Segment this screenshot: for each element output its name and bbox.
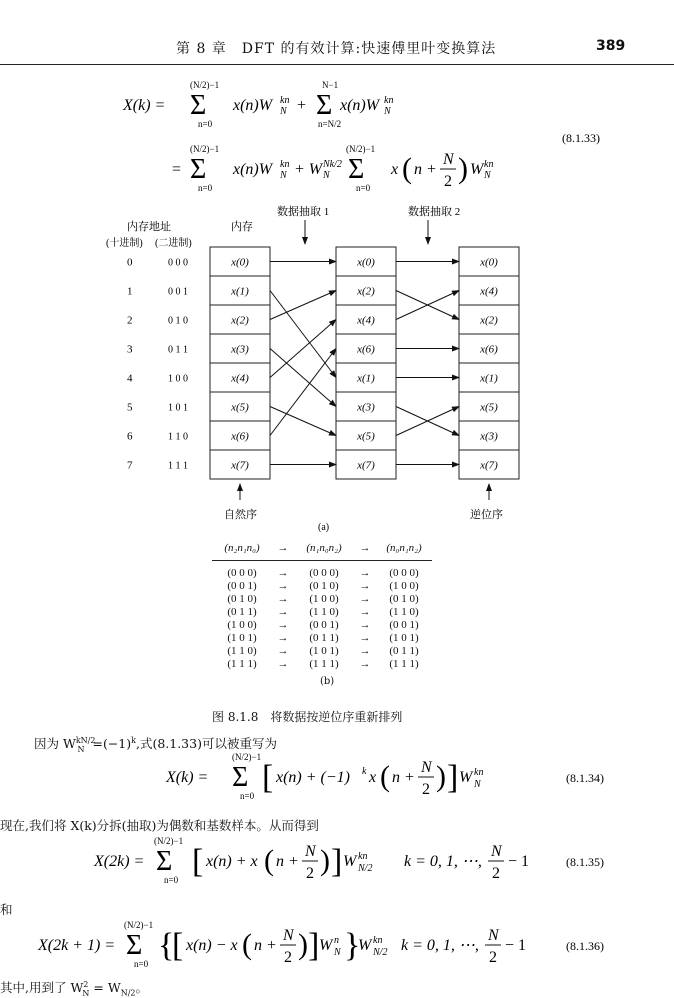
table-b — [212, 542, 432, 671]
eq35-w-sup: kn — [358, 851, 368, 862]
eq34-k: k — [362, 766, 367, 777]
paragraph-2: 现在,我们将 X(k)分拆(抽取)为偶数和基数样本。从而得到 — [0, 818, 319, 833]
row-binary: 0 0 0 — [168, 257, 188, 269]
table-cell: → — [277, 580, 289, 592]
table-cell: (1 0 0) — [227, 619, 257, 631]
p1-prefix: 因为 W — [34, 736, 76, 751]
table-b-body — [212, 561, 432, 671]
row-binary: 0 0 1 — [168, 286, 188, 298]
table-b-header-cell: → — [277, 542, 289, 554]
eq35-sum-bottom: n=0 — [164, 875, 179, 885]
table-cell: (1 0 0) — [309, 593, 339, 605]
label-natural: 自然序 — [224, 509, 257, 521]
eq33-sum1-bottom: n=0 — [198, 119, 213, 129]
eq33-term4-sup: kn — [484, 159, 494, 170]
row-decimal: 0 — [127, 256, 133, 269]
table-cell: (1 1 0) — [227, 645, 257, 657]
row-binary: 0 1 1 — [168, 344, 188, 356]
p4-sub: N — [82, 988, 90, 998]
table-cell: (1 1 1) — [227, 658, 257, 670]
table-row — [212, 606, 432, 619]
eq33-plus: + — [297, 97, 307, 114]
eq33-term2-sup: kn — [384, 95, 394, 106]
table-cell: (0 1 0) — [389, 593, 419, 605]
table-cell: (1 0 1) — [309, 645, 339, 657]
eq36-lbracket: [ — [172, 927, 184, 964]
label-decimal: (十进制) — [106, 238, 143, 249]
table-row — [212, 658, 432, 671]
eq36-w-sup: kn — [373, 935, 383, 946]
memory-cell-label: x(7) — [480, 459, 498, 472]
eq33-sum1-top: (N/2)−1 — [190, 80, 220, 90]
table-cell: (0 0 1) — [389, 619, 419, 631]
p4-sup: 2 — [83, 979, 89, 989]
eq36-range: k = 0, 1, ⋯, — [401, 937, 479, 954]
eq33-number: (8.1.33) — [562, 131, 600, 145]
eq35-range-num: N — [491, 843, 502, 860]
eq33-term4-sub: N — [484, 170, 491, 181]
label-binary: (二进制) — [155, 238, 192, 249]
eq36-range-tail: − 1 — [505, 937, 527, 954]
eq33-term1-sup: kn — [280, 95, 290, 106]
eq36-inner: n + — [254, 937, 277, 954]
label-reversed: 逆位序 — [470, 509, 503, 521]
eq33-term2: x(n)W — [340, 97, 380, 114]
row-binary: 0 1 0 — [168, 315, 188, 327]
row-binary: 1 0 1 — [168, 402, 188, 414]
table-cell: → — [359, 619, 371, 631]
table-b-header — [212, 542, 432, 561]
eq36-rparen: ) — [298, 928, 308, 961]
memory-cell-label: x(2) — [480, 314, 498, 327]
memory-cell-label: x(2) — [231, 314, 249, 327]
eq36-w: W — [358, 937, 372, 954]
memory-cell-label: x(7) — [357, 459, 375, 472]
row-decimal: 7 — [127, 459, 133, 472]
row-decimal: 1 — [127, 285, 133, 298]
eq36-rbracket: ] — [308, 927, 320, 964]
table-row — [212, 580, 432, 593]
table-row — [212, 645, 432, 658]
header-rule — [0, 64, 674, 65]
eq33-sum3-bottom: n=0 — [198, 183, 213, 193]
memory-cell-label: x(0) — [480, 256, 498, 269]
memory-cell-label: x(7) — [231, 459, 249, 472]
p4-suffix: 。 — [135, 980, 148, 995]
table-b-header-cell: → — [359, 542, 371, 554]
memory-cell-label: x(5) — [480, 401, 498, 414]
row-decimal: 3 — [127, 343, 133, 356]
eq36-body: x(n) − x — [186, 937, 238, 954]
eq35-frac-num: N — [305, 843, 316, 860]
page-number: 389 — [596, 38, 626, 54]
eq33-term4-inner: n + — [414, 161, 437, 178]
table-cell: (0 1 1) — [389, 645, 419, 657]
reorder-arrow — [270, 349, 336, 436]
memory-cell-label: x(4) — [480, 285, 498, 298]
eq33-sigma3: Σ — [190, 154, 207, 185]
memory-cell-label: x(3) — [480, 430, 498, 443]
memory-cell-label: x(1) — [231, 285, 249, 298]
memory-cell-label: x(2) — [357, 285, 375, 298]
table-row — [212, 593, 432, 606]
row-decimal: 6 — [127, 430, 133, 443]
memory-cell-label: x(3) — [231, 343, 249, 356]
reorder-arrow — [270, 320, 336, 378]
eq33-w-sup: Nk/2 — [323, 159, 342, 170]
eq35-lparen: ( — [264, 844, 274, 877]
table-cell: (0 1 0) — [227, 593, 257, 605]
memory-cell-label: x(6) — [231, 430, 249, 443]
table-cell: (0 1 1) — [227, 606, 257, 618]
eq34-rparen: ) — [436, 760, 446, 793]
label-fetch1: 数据抽取 1 — [277, 206, 330, 218]
memory-cell-label: x(1) — [480, 372, 498, 385]
table-cell: (0 0 1) — [309, 619, 339, 631]
eq33-term1: x(n)W — [233, 97, 273, 114]
eq35-w-sub: N/2 — [358, 863, 373, 874]
eq36-rbrace: } — [344, 927, 361, 964]
figure-a — [0, 200, 674, 540]
memory-cell-label: x(5) — [231, 401, 249, 414]
eq35-sigma: Σ — [156, 846, 173, 877]
eq33-lparen: ( — [402, 152, 412, 185]
table-cell: → — [277, 606, 289, 618]
eq33-sum2-top: N−1 — [322, 80, 339, 90]
table-cell: → — [359, 593, 371, 605]
eq33-sum4-bottom: n=0 — [356, 183, 371, 193]
eq35-range-den: 2 — [492, 865, 500, 882]
table-cell: → — [277, 645, 289, 657]
table-cell: → — [359, 567, 371, 579]
eq33-term3-sup: kn — [280, 159, 290, 170]
memory-cell-label: x(6) — [357, 343, 375, 356]
table-row — [212, 567, 432, 580]
table-cell: (1 0 0) — [389, 580, 419, 592]
table-cell: → — [359, 645, 371, 657]
eq33-term3-sub: N — [280, 170, 287, 181]
eq35-rbracket: ] — [331, 843, 343, 880]
p1-suffix: ,式(8.1.33)可以被重写为 — [135, 736, 277, 751]
eq36-range-num: N — [488, 927, 499, 944]
eq34-w-sup: kn — [474, 767, 484, 778]
eq36-frac-den: 2 — [284, 949, 292, 966]
chapter-title: 第 8 章 DFT 的有效计算:快速傅里叶变换算法 — [176, 41, 497, 57]
table-cell: (1 0 1) — [227, 632, 257, 644]
table-cell: (0 0 0) — [389, 567, 419, 579]
eq33-sigma1: Σ — [190, 90, 207, 121]
eq33-sigma4: Σ — [348, 154, 365, 185]
eq33-frac-num: N — [443, 151, 454, 168]
eq35-body: x(n) + x — [206, 853, 258, 870]
eq33-frac-den: 2 — [444, 173, 452, 190]
table-cell: (1 0 1) — [389, 632, 419, 644]
eq33-sum2-bottom: n=N/2 — [318, 119, 342, 129]
p4-middle: = W — [93, 980, 121, 995]
eq34-lbracket: [ — [262, 759, 274, 796]
eq36-wn: W — [319, 937, 333, 954]
memory-cell-label: x(6) — [480, 343, 498, 356]
label-memory-addr: 内存地址 — [127, 221, 171, 233]
reorder-arrow — [270, 291, 336, 320]
eq34-sum-top: (N/2)−1 — [232, 752, 262, 762]
row-decimal: 4 — [127, 372, 133, 385]
eq33-equals2: = — [172, 161, 182, 178]
table-b-header-cell: (n₂n₁n₀) — [224, 542, 260, 554]
table-cell: → — [277, 658, 289, 670]
table-cell: → — [359, 658, 371, 670]
eq34-number: (8.1.34) — [566, 771, 604, 785]
eq34-inner: n + — [392, 769, 415, 786]
row-binary: 1 1 1 — [168, 460, 188, 472]
eq36-frac-num: N — [283, 927, 294, 944]
paragraph-3: 和 — [0, 902, 13, 917]
table-b-header-cell: (n₀n₁n₂) — [386, 542, 422, 554]
figure-caption: 图 8.1.8 将数据按逆位序重新排列 — [212, 710, 403, 724]
eq35-sum-top: (N/2)−1 — [154, 836, 184, 846]
eq35-lhs: X(2k) = — [94, 853, 145, 870]
eq35-range-tail: − 1 — [508, 853, 530, 870]
reorder-arrow — [270, 407, 336, 436]
p1-middle: =(−1) — [92, 736, 132, 751]
eq33-term2-sub: N — [384, 106, 391, 117]
p1-sup: kN/2 — [75, 735, 96, 745]
eq33-sum3-top: (N/2)−1 — [190, 144, 220, 154]
table-b-header-cell: (n₁n₀n₂) — [306, 542, 342, 554]
eq34-sigma: Σ — [232, 762, 249, 793]
eq35-number: (8.1.35) — [566, 855, 604, 869]
table-cell: (0 1 1) — [309, 632, 339, 644]
table-cell: → — [359, 632, 371, 644]
table-cell: (0 0 0) — [227, 567, 257, 579]
row-decimal: 2 — [127, 314, 133, 327]
eq33-term1-sub: N — [280, 106, 287, 117]
eq36-w-sub: N/2 — [373, 947, 388, 958]
p1-k: k — [131, 735, 136, 745]
table-cell: (1 1 0) — [309, 606, 339, 618]
paragraph-4 — [0, 978, 148, 998]
eq33-term4: x — [391, 161, 399, 178]
eq36-number: (8.1.36) — [566, 939, 604, 953]
reorder-arrow — [270, 291, 336, 378]
equation-8-1-36 — [0, 920, 674, 980]
table-cell: → — [277, 632, 289, 644]
row-binary: 1 0 0 — [168, 373, 188, 385]
eq34-sum-bottom: n=0 — [240, 791, 255, 801]
eq36-lbrace: { — [158, 927, 175, 964]
eq36-wn-sup: n — [334, 935, 339, 946]
eq34-rbracket: ] — [447, 759, 459, 796]
table-cell: (0 0 0) — [309, 567, 339, 579]
eq33-rparen: ) — [458, 152, 468, 185]
eq33-sigma2: Σ — [316, 90, 333, 121]
memory-cell-label: x(3) — [357, 401, 375, 414]
eq36-lhs: X(2k + 1) = — [38, 937, 116, 954]
p4-prefix: 其中,用到了 W — [0, 980, 84, 995]
eq36-sum-bottom: n=0 — [134, 959, 149, 969]
p1-sub: N — [77, 744, 85, 754]
reorder-arrow — [270, 349, 336, 407]
p4-sub2: N/2 — [120, 988, 136, 998]
eq34-body: x(n) + (−1) — [276, 769, 351, 786]
table-cell: → — [277, 567, 289, 579]
eq34-w-sub: N — [474, 779, 481, 790]
equation-8-1-35 — [0, 836, 674, 896]
eq35-range: k = 0, 1, ⋯, — [404, 853, 482, 870]
label-memory: 内存 — [231, 221, 253, 233]
eq33-w-sub: N — [323, 170, 330, 181]
eq36-sigma: Σ — [126, 930, 143, 961]
table-cell: → — [277, 619, 289, 631]
eq33-term3: x(n)W — [233, 161, 273, 178]
memory-cell-label: x(4) — [357, 314, 375, 327]
eq36-wn-sub: N — [334, 947, 341, 958]
table-cell: (0 0 1) — [227, 580, 257, 592]
eq35-inner: n + — [276, 853, 299, 870]
table-cell: → — [359, 580, 371, 592]
table-cell: (1 1 1) — [389, 658, 419, 670]
table-cell: → — [277, 593, 289, 605]
memory-cell-label: x(5) — [357, 430, 375, 443]
memory-cell-label: x(1) — [357, 372, 375, 385]
page-header — [0, 28, 674, 68]
eq33-sum4-top: (N/2)−1 — [346, 144, 376, 154]
row-decimal: 5 — [127, 401, 133, 414]
memory-cell-label: x(0) — [231, 256, 249, 269]
eq34-frac-num: N — [421, 759, 432, 776]
eq34-lparen: ( — [380, 760, 390, 793]
eq34-w: W — [459, 769, 473, 786]
eq34-x: x — [369, 769, 377, 786]
eq34-frac-den: 2 — [422, 781, 430, 798]
table-row — [212, 619, 432, 632]
label-part-b: (b) — [320, 676, 335, 687]
table-cell: → — [359, 606, 371, 618]
eq33-lhs: X(k) = — [123, 97, 166, 114]
eq35-w: W — [343, 853, 357, 870]
table-cell: (0 1 0) — [309, 580, 339, 592]
eq36-sum-top: (N/2)−1 — [124, 920, 154, 930]
eq35-rparen: ) — [320, 844, 330, 877]
equation-8-1-33 — [0, 76, 674, 206]
row-binary: 1 1 0 — [168, 431, 188, 443]
eq36-range-den: 2 — [489, 949, 497, 966]
eq33-term4-w: W — [470, 161, 484, 178]
paragraph-1 — [34, 734, 277, 754]
eq35-lbracket: [ — [192, 843, 204, 880]
eq35-frac-den: 2 — [306, 865, 314, 882]
table-row — [212, 632, 432, 645]
memory-cell-label: x(4) — [231, 372, 249, 385]
label-part-a: (a) — [318, 522, 330, 533]
eq34-lhs: X(k) = — [166, 769, 209, 786]
memory-cell-label: x(0) — [357, 256, 375, 269]
label-fetch2: 数据抽取 2 — [408, 206, 461, 218]
table-cell: (1 1 0) — [389, 606, 419, 618]
equation-8-1-34 — [0, 752, 674, 812]
eq33-plus-w: + W — [294, 161, 323, 178]
table-cell: (1 1 1) — [309, 658, 339, 670]
eq36-lparen: ( — [242, 928, 252, 961]
